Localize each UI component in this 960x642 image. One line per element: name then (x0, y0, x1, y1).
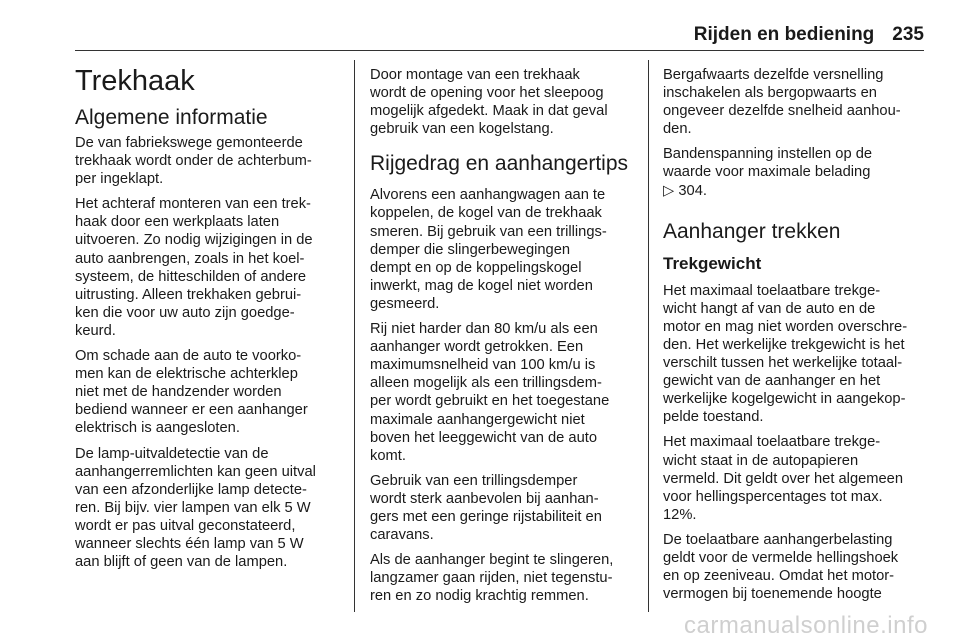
column-1 (75, 66, 337, 578)
paragraph-text: Bandenspanning instellen op de waarde voor maximale belading (663, 146, 873, 181)
paragraph: Als de aanhanger begint te slingeren, langzamer gaan rijden, niet tegenstu- ren en zo nodig krachtig remmen. (370, 552, 614, 605)
section-title: Rijden en bediening (693, 24, 875, 45)
column-2 (370, 66, 632, 612)
paragraph: Het maximaal toelaatbare trekge- wicht staat in de autopapieren vermeld. Dit geldt over het algemeen voor hellingspercentages tot max. 12%. (663, 434, 904, 523)
paragraph: Door montage van een trekhaak wordt de opening voor het sleepoog mogelijk afgedekt. Maak in dat geval gebruik van een kogelstang. (370, 67, 608, 138)
paragraph: De toelaatbare aanhangerbelasting geldt voor de vermelde hellingshoek en op zeeniveau. Omdat het motor- vermogen bij toenemende hoogte (663, 531, 899, 603)
section-heading: Rijgedrag en aanhangertips (370, 152, 629, 176)
page-header (694, 24, 924, 46)
paragraph: Bergafwaarts dezelfde versnelling inschakelen als bergopwaarts en ongeveer dezelfde snelheid aanhou- den. (663, 67, 901, 138)
paragraph: Het achteraf monteren van een trek- haak door een werkplaats laten uitvoeren. Zo nodig wijzigingen in de auto aanbrengen, zoals in het koel- systeem, de hitteschilden of andere uitrusting. Alleen trekhaken gebrui- ken die voor uw auto zijn goedge- keurd. (75, 196, 313, 339)
header-rule (75, 50, 924, 51)
column-3 (663, 66, 925, 610)
page-number: 235 (892, 24, 924, 45)
paragraph: Alvorens een aanhangwagen aan te koppelen, de kogel van de trekhaak smeren. Bij gebruik van een trillings- demper die slingerbewegingen dempt en op de koppelingskogel inwerkt, mag de kogel niet worden gesmeerd. (370, 187, 607, 312)
watermark: carmanualsonline.info (684, 612, 928, 639)
chapter-title: Trekhaak (75, 65, 195, 97)
paragraph-end: . (702, 182, 707, 199)
paragraph-with-reference (663, 145, 925, 199)
section-heading: Algemene informatie (75, 106, 268, 129)
paragraph: Het maximaal toelaatbare trekge- wicht hangt af van de auto en de motor en mag niet worden overschre- den. Het werkelijke trekgewicht is het verschilt tussen het werkelijke totaal- gewicht van de aanhanger en het werkelijke kogelgewicht in aangekop- pelde toestand. (663, 282, 908, 426)
subsection-heading: Trekgewicht (663, 253, 762, 273)
section-heading: Aanhanger trekken (663, 219, 841, 243)
paragraph: De lamp-uitvaldetectie van de aanhangerremlichten kan geen uitval van een afzonderlijke lamp detecte- ren. Bij bijv. vier lampen van elk 5 W wordt er pas uitval geconstateerd, wanneer slechts één lamp van 5 W aan blijft of geen van de lampen. (75, 445, 316, 571)
paragraph: Om schade aan de auto te voorko- men kan de elektrische achterklep niet met de handzender worden bediend wanneer er een aanhanger elektrisch is aangesloten. (75, 348, 308, 437)
paragraph: Rij niet harder dan 80 km/u als een aanhanger wordt getrokken. Een maximumsnelheid van 100 km/u is alleen mogelijk als een trillingsdem- per wordt gebruikt en het toegestane maximale aanhangergewicht niet boven het leeggewicht van de auto komt. (370, 321, 610, 464)
column-divider (354, 60, 355, 612)
page-reference[interactable]: 304 (678, 182, 703, 199)
paragraph: De van fabriekswege gemonteerde trekhaak wordt onder de achterbum- per ingeklapt. (75, 135, 312, 188)
paragraph: Gebruik van een trillingsdemper wordt sterk aanbevolen bij aanhan- gers met een geringe rijstabiliteit en caravans. (370, 472, 602, 544)
page-reference-icon: ▷ (663, 182, 675, 199)
column-divider (648, 60, 649, 612)
